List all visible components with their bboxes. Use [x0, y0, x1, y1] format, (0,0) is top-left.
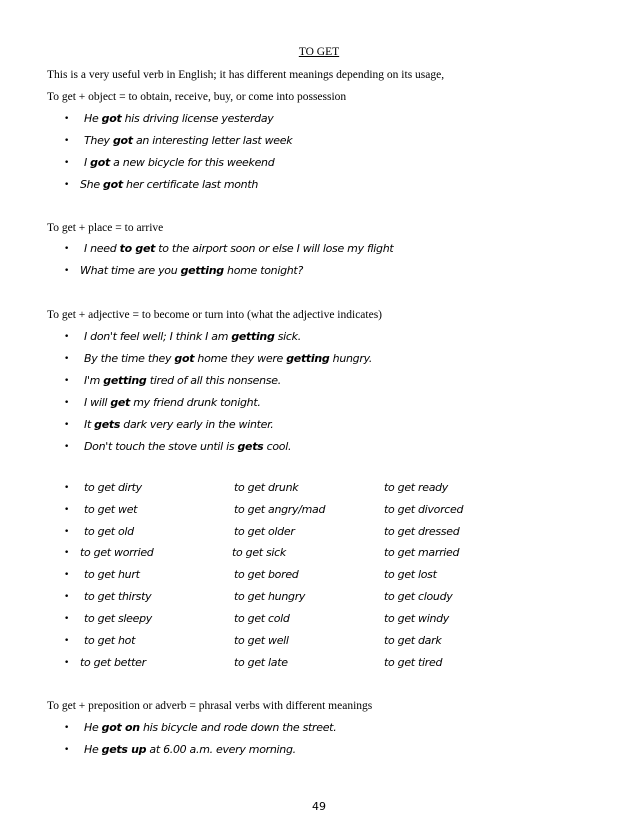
- bullet-icon: •: [64, 114, 70, 124]
- table-cell: to get sick: [232, 546, 287, 559]
- bullet-icon: •: [64, 527, 70, 537]
- bullet-icon: •: [64, 570, 70, 580]
- bullet-icon: •: [64, 180, 70, 190]
- table-cell: to get dressed: [384, 525, 460, 538]
- bullet-icon: •: [64, 158, 70, 168]
- list-item: He got on his bicycle and rode down the street.: [84, 721, 337, 734]
- section2-heading: To get + place = to arrive: [47, 222, 164, 234]
- table-cell: to get tired: [384, 656, 443, 669]
- list-item: Don't touch the stove until is gets cool.: [84, 440, 292, 453]
- bullet-icon: •: [64, 548, 70, 558]
- list-item: What time are you getting home tonight?: [80, 264, 303, 277]
- table-cell: to get hot: [84, 634, 136, 647]
- bullet-icon: •: [64, 723, 70, 733]
- bullet-icon: •: [64, 398, 70, 408]
- table-cell: to get well: [234, 634, 289, 647]
- list-item: I'm getting tired of all this nonsense.: [84, 374, 281, 387]
- list-item: They got an interesting letter last week: [84, 134, 293, 147]
- table-cell: to get better: [80, 656, 146, 669]
- table-cell: to get ready: [384, 481, 449, 494]
- bullet-icon: •: [64, 745, 70, 755]
- page-title: TO GET: [298, 46, 340, 58]
- table-cell: to get sleepy: [84, 612, 153, 625]
- bullet-icon: •: [64, 354, 70, 364]
- list-item: He got his driving license yesterday: [84, 112, 274, 125]
- table-cell: to get dark: [384, 634, 442, 647]
- list-item: She got her certificate last month: [80, 178, 259, 191]
- table-cell: to get worried: [80, 546, 154, 559]
- table-cell: to get married: [384, 546, 460, 559]
- section3-heading: To get + adjective = to become or turn into (what the adjective indicates): [47, 309, 383, 321]
- bullet-icon: •: [64, 483, 70, 493]
- table-cell: to get late: [234, 656, 288, 669]
- bullet-icon: •: [64, 266, 70, 276]
- bullet-icon: •: [64, 376, 70, 386]
- table-cell: to get old: [84, 525, 134, 538]
- bullet-icon: •: [64, 442, 70, 452]
- list-item: By the time they got home they were getting hungry.: [84, 352, 373, 365]
- table-cell: to get older: [234, 525, 295, 538]
- table-cell: to get cold: [234, 612, 290, 625]
- list-item: I will get my friend drunk tonight.: [84, 396, 261, 409]
- table-cell: to get windy: [384, 612, 450, 625]
- bullet-icon: •: [64, 636, 70, 646]
- bullet-icon: •: [64, 420, 70, 430]
- table-cell: to get cloudy: [384, 590, 453, 603]
- table-cell: to get hurt: [84, 568, 140, 581]
- table-cell: to get angry/mad: [234, 503, 326, 516]
- list-item: He gets up at 6.00 a.m. every morning.: [84, 743, 296, 756]
- table-cell: to get hungry: [234, 590, 306, 603]
- bullet-icon: •: [64, 614, 70, 624]
- intro-text: This is a very useful verb in English; it has different meanings depending on its usage,: [47, 69, 445, 81]
- table-cell: to get wet: [84, 503, 138, 516]
- table-cell: to get dirty: [84, 481, 142, 494]
- page-number: 49: [312, 800, 326, 813]
- list-item: I don't feel well; I think I am getting sick.: [84, 330, 301, 343]
- table-cell: to get bored: [234, 568, 299, 581]
- bullet-icon: •: [64, 505, 70, 515]
- bullet-icon: •: [64, 658, 70, 668]
- bullet-icon: •: [64, 332, 70, 342]
- bullet-icon: •: [64, 592, 70, 602]
- bullet-icon: •: [64, 244, 70, 254]
- list-item: I got a new bicycle for this weekend: [84, 156, 275, 169]
- list-item: I need to get to the airport soon or else I will lose my flight: [84, 242, 394, 255]
- section1-heading: To get + object = to obtain, receive, buy, or come into possession: [47, 91, 347, 103]
- table-cell: to get lost: [384, 568, 437, 581]
- bullet-icon: •: [64, 136, 70, 146]
- table-cell: to get thirsty: [84, 590, 152, 603]
- table-cell: to get divorced: [384, 503, 464, 516]
- table-cell: to get drunk: [234, 481, 299, 494]
- section4-heading: To get + preposition or adverb = phrasal verbs with different meanings: [47, 700, 373, 712]
- list-item: It gets dark very early in the winter.: [84, 418, 274, 431]
